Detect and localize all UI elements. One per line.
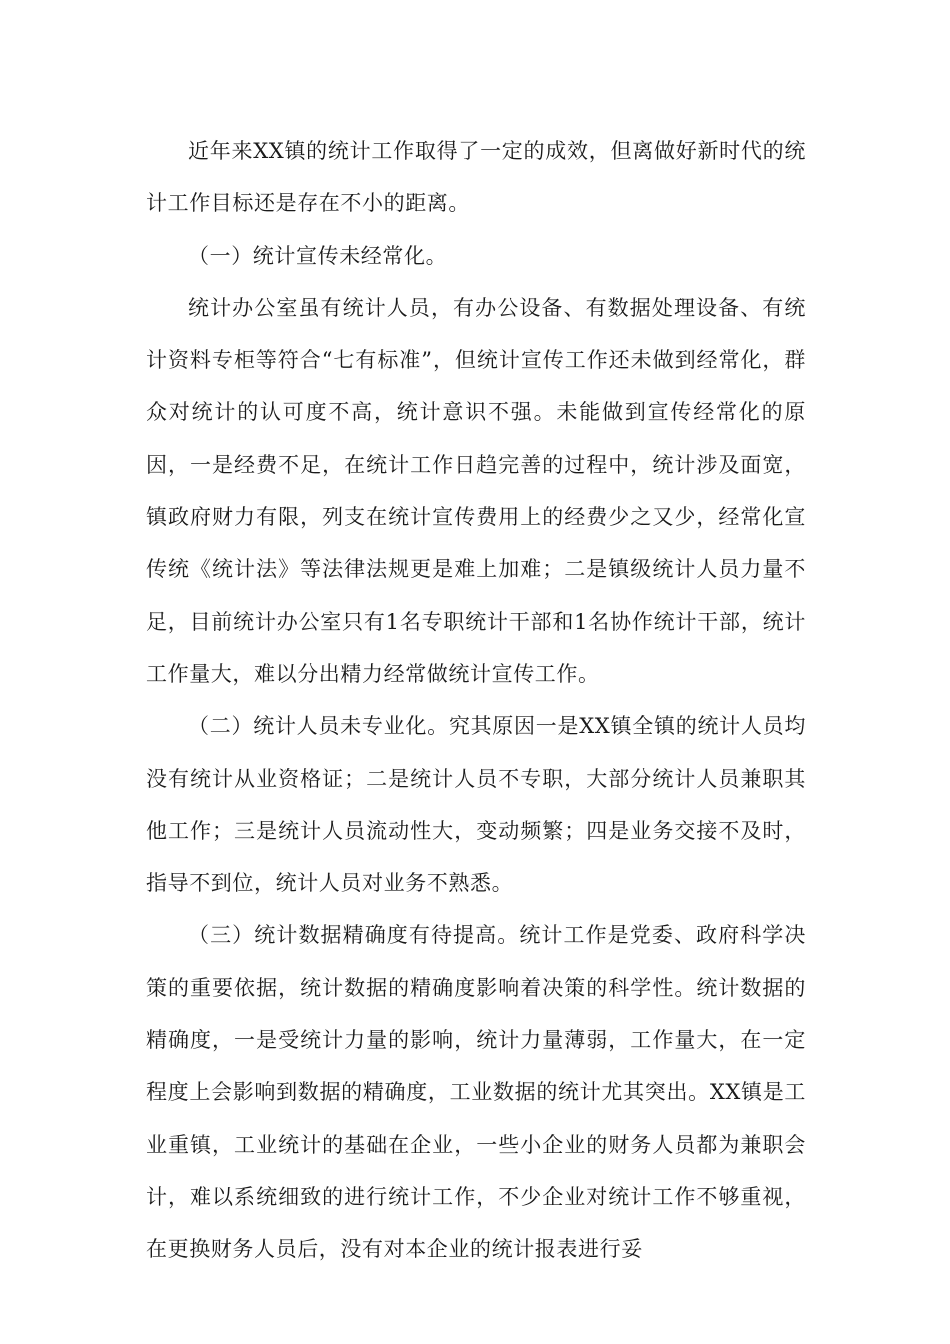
section-2-paragraph: （二）统计人员未专业化。究其原因一是XX镇全镇的统计人员均没有统计从业资格证；二是统计人员不专职，大部分统计人员兼职其他工作；三是统计人员流动性大，变动频繁；四是业务交接不及时，指导不到位，统计人员对业务不熟悉。	[146, 714, 806, 896]
section-heading-1: （一）统计宣传未经常化。	[188, 243, 448, 268]
section-3-paragraph: （三）统计数据精确度有待提高。统计工作是党委、政府科学决策的重要依据，统计数据的精确度影响着决策的科学性。统计数据的精确度，一是受统计力量的影响，统计力量薄弱，工作量大，在一定程度上会影响到数据的精确度，工业数据的统计尤其突出。XX镇是工业重镇，工业统计的基础在企业，一些小企业的财务人员都为兼职会计，难以系统细致的进行统计工作，不少企业对统计工作不够重视，在更换财务人员后，没有对本企业的统计报表进行妥	[146, 923, 806, 1262]
intro-paragraph: 近年来XX镇的统计工作取得了一定的成效，但离做好新时代的统计工作目标还是存在不小的距离。	[146, 139, 806, 216]
document-body	[146, 125, 806, 1276]
section-1-paragraph: 统计办公室虽有统计人员，有办公设备、有数据处理设备、有统计资料专柜等符合“七有标准”，但统计宣传工作还未做到经常化，群众对统计的认可度不高，统计意识不强。未能做到宣传经常化的原因，一是经费不足，在统计工作日趋完善的过程中，统计涉及面宽，镇政府财力有限，列支在统计宣传费用上的经费少之又少，经常化宣传统《统计法》等法律法规更是难上加难；二是镇级统计人员力量不足，目前统计办公室只有1名专职统计干部和1名协作统计干部，统计工作量大，难以分出精力经常做统计宣传工作。	[146, 295, 806, 686]
